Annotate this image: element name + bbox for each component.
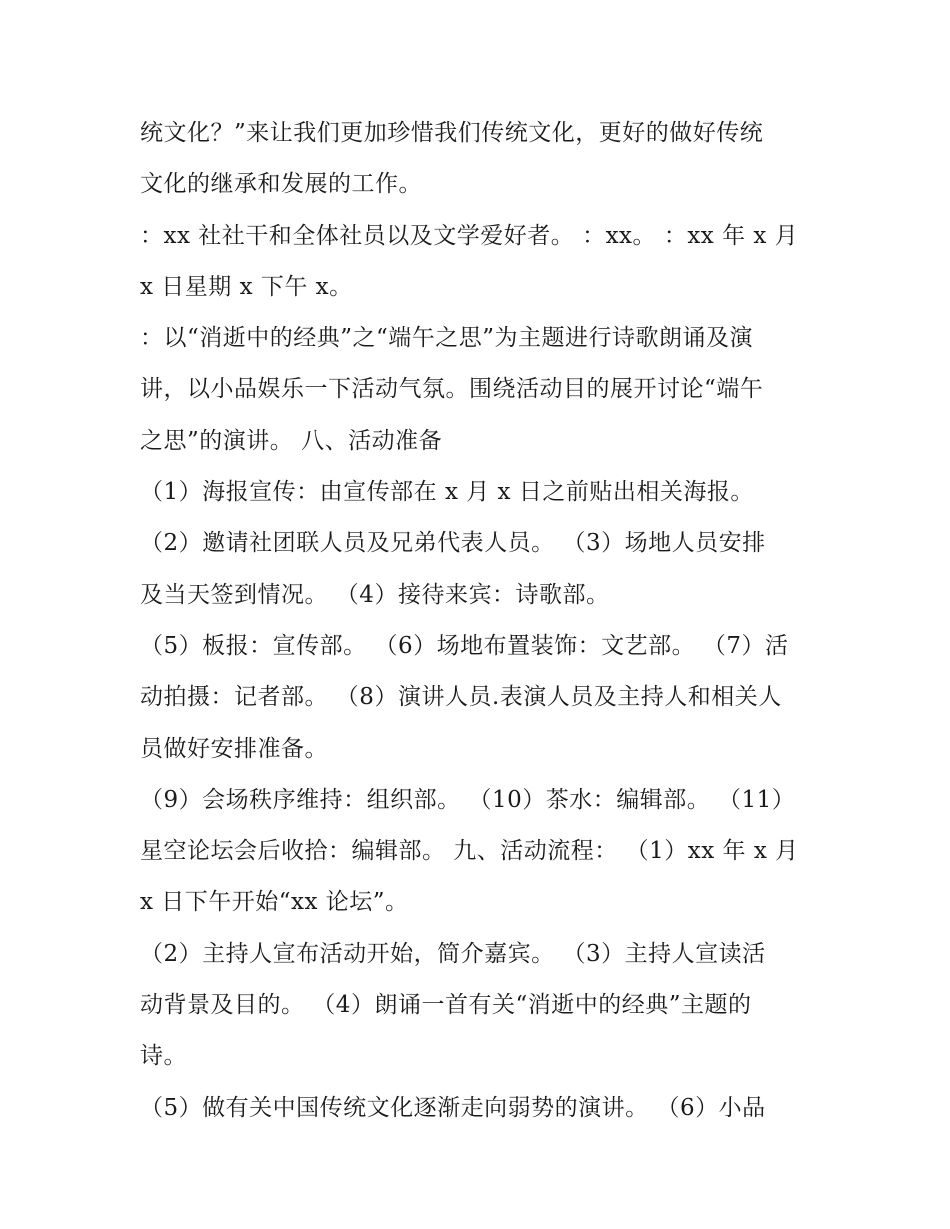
text-line: 动背景及目的。 （4）朗诵一首有关“消逝中的经典”主题的 — [140, 992, 752, 1019]
text-line: （9）会场秩序维持：组织部。 （10）茶水：编辑部。 （11） — [140, 786, 796, 813]
text-line: （5）板报：宣传部。 （6）场地布置装饰：文艺部。 （7）活 — [140, 632, 789, 659]
text-line: x 日下午开始“xx 论坛”。 — [140, 889, 409, 916]
text-line: 星空论坛会后收拾：编辑部。 九、活动流程： （1）xx 年 x 月 — [140, 838, 799, 865]
text-line: （1）海报宣传：由宣传部在 x 月 x 日之前贴出相关海报。 — [140, 479, 754, 506]
text-line: 统文化？”来让我们更加珍惜我们传统文化，更好的做好传统 — [140, 120, 764, 146]
text-line: 讲，以小品娱乐一下活动气氛。围绕活动目的展开讨论“端午 — [140, 376, 764, 403]
text-line: 文化的继承和发展的工作。 — [140, 171, 422, 198]
document-body — [140, 108, 820, 1134]
text-line: 动拍摄：记者部。 （8）演讲人员.表演人员及主持人和相关人 — [140, 684, 782, 711]
text-line: ：xx 社社干和全体社员以及文学爱好者。 ：xx。 ：xx 年 x 月 — [140, 222, 799, 249]
text-line: 之思”的演讲。 八、活动准备 — [140, 427, 443, 454]
text-line: （2）主持人宣布活动开始，简介嘉宾。 （3）主持人宣读活 — [140, 940, 766, 967]
text-line: （2）邀请社团联人员及兄弟代表人员。 （3）场地人员安排 — [140, 530, 766, 557]
text-line: （5）做有关中国传统文化逐渐走向弱势的演讲。 （6）小品 — [140, 1094, 766, 1121]
text-line: 诗。 — [140, 1043, 187, 1070]
text-line: 及当天签到情况。 （4）接待来宾：诗歌部。 — [140, 581, 610, 608]
text-line: 员做好安排准备。 — [140, 735, 328, 762]
text-line: x 日星期 x 下午 x。 — [140, 273, 353, 300]
text-line: ：以“消逝中的经典”之“端午之思”为主题进行诗歌朗诵及演 — [140, 325, 754, 352]
